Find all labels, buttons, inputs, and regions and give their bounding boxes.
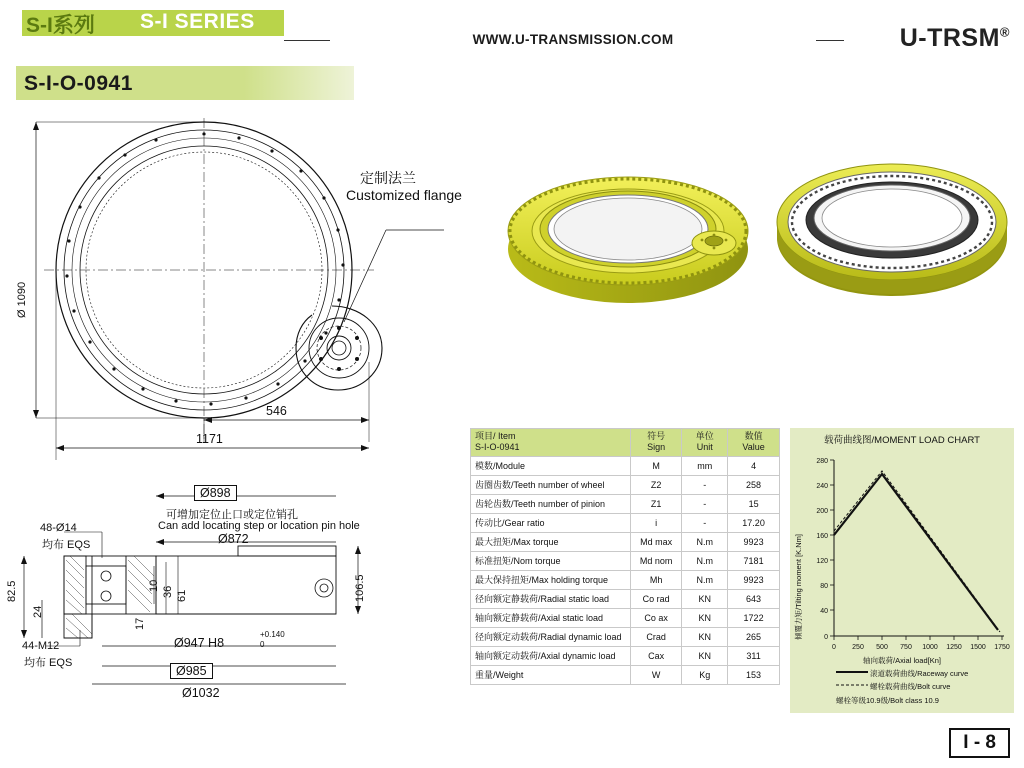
cell-item: 轴向额定动载荷/Axial dynamic load [471, 646, 631, 665]
dim-d1032: Ø1032 [182, 686, 220, 700]
dim-d985: Ø985 [170, 663, 213, 679]
bolt-bottom-count: 44-M12 [22, 640, 60, 652]
brand-logo-text: U-TRSM [899, 24, 1000, 52]
chart-y-axis-label: 倾覆力矩/Tilting moment [K.Nm] [794, 534, 803, 640]
cell-unit: N.m [682, 551, 728, 570]
th-sign [630, 429, 681, 457]
page-title: S-I-O-0941 [24, 72, 133, 95]
brand-logo [900, 24, 1010, 53]
dim-61: 61 [176, 589, 188, 602]
cell-item: 轴向额定静载荷/Axial static load [471, 608, 631, 627]
svg-text:500: 500 [876, 644, 888, 651]
svg-text:1500: 1500 [970, 644, 986, 651]
locating-note-en: Can add locating step or location pin hole [158, 520, 360, 532]
svg-text:0: 0 [824, 634, 828, 641]
dim-24: 24 [32, 605, 44, 618]
bolt-top-eqs: 均布 EQS [42, 539, 91, 551]
cell-value: 1722 [728, 608, 780, 627]
cell-sign: Co rad [630, 589, 681, 608]
th-sign-en: Sign [647, 442, 666, 453]
cell-unit: - [682, 475, 728, 494]
cell-sign: Z1 [630, 494, 681, 513]
series-label-en: S-I SERIES [140, 10, 255, 33]
flange-note-cn: 定制法兰 [360, 170, 416, 186]
dim-546: 546 [266, 404, 287, 418]
svg-text:40: 40 [820, 608, 828, 615]
cell-value: 15 [728, 494, 780, 513]
table-row [471, 475, 780, 494]
dim-d947: Ø947 H8 [174, 636, 225, 650]
cell-value: 265 [728, 627, 780, 646]
cell-item: 齿圈齿数/Teeth number of wheel [471, 475, 631, 494]
dim-17: 17 [134, 617, 146, 630]
cell-value: 17.20 [728, 513, 780, 532]
cell-sign: W [630, 665, 681, 684]
table-row [471, 570, 780, 589]
cell-value: 311 [728, 646, 780, 665]
dim-outer-diameter: Ø 1090 [16, 281, 28, 318]
cell-sign: Md max [630, 532, 681, 551]
svg-text:280: 280 [816, 458, 828, 465]
dim-10: 10 [148, 579, 160, 592]
table-row [471, 646, 780, 665]
tolerance-lower: 0 [260, 640, 265, 649]
table-row [471, 608, 780, 627]
dim-1171: 1171 [196, 432, 223, 446]
chart-x-axis-label: 轴向载荷/Axial load[Kn] [863, 656, 941, 665]
cell-value: 4 [728, 456, 780, 475]
chart-title: 载荷曲线图/MOMENT LOAD CHART [824, 435, 980, 446]
table-header-row [471, 429, 780, 457]
dim-36: 36 [162, 585, 174, 598]
cell-item: 最大扭矩/Max torque [471, 532, 631, 551]
cell-item: 标准扭矩/Nom torque [471, 551, 631, 570]
cell-item: 传动比/Gear ratio [471, 513, 631, 532]
svg-text:80: 80 [820, 583, 828, 590]
dim-106-5: 106.5 [354, 574, 366, 602]
cell-unit: KN [682, 608, 728, 627]
cell-unit: mm [682, 456, 728, 475]
th-sign-cn: 符号 [647, 431, 666, 441]
cell-item: 最大保持扭矩/Max holding torque [471, 570, 631, 589]
cell-sign: Z2 [630, 475, 681, 494]
chart-legend-boltclass: 螺栓等级10.9级/Bolt class 10.9 [836, 696, 939, 705]
cell-sign: Crad [630, 627, 681, 646]
dim-d872: Ø872 [218, 532, 249, 546]
th-item-line2: S-I-O-0941 [475, 442, 520, 453]
th-value [728, 429, 780, 457]
cell-unit: KN [682, 646, 728, 665]
table-row [471, 665, 780, 684]
spec-table [470, 428, 780, 685]
cell-value: 258 [728, 475, 780, 494]
th-unit-cn: 单位 [695, 431, 714, 441]
svg-text:120: 120 [816, 558, 828, 565]
th-item-line1: 项目/ Item [475, 431, 516, 441]
table-row [471, 589, 780, 608]
cell-unit: N.m [682, 570, 728, 589]
svg-text:1250: 1250 [946, 644, 962, 651]
cell-value: 9923 [728, 570, 780, 589]
cell-item: 重量/Weight [471, 665, 631, 684]
th-item [471, 429, 631, 457]
series-label-cn: S-I系列 [26, 14, 95, 37]
flange-note-en: Customized flange [346, 187, 462, 203]
cell-value: 153 [728, 665, 780, 684]
svg-text:0: 0 [832, 644, 836, 651]
table-row [471, 532, 780, 551]
cell-sign: Cax [630, 646, 681, 665]
cell-sign: Mh [630, 570, 681, 589]
plan-view-drawing [14, 110, 464, 460]
table-row [471, 627, 780, 646]
cell-item: 齿轮齿数/Teeth number of pinion [471, 494, 631, 513]
th-value-en: Value [742, 442, 765, 453]
table-row [471, 513, 780, 532]
cell-unit: Kg [682, 665, 728, 684]
svg-text:750: 750 [900, 644, 912, 651]
page-number: I - 8 [949, 728, 1010, 758]
cell-sign: i [630, 513, 681, 532]
cell-item: 模数/Module [471, 456, 631, 475]
svg-text:200: 200 [816, 508, 828, 515]
cell-sign: Co ax [630, 608, 681, 627]
cell-unit: N.m [682, 532, 728, 551]
th-unit [682, 429, 728, 457]
cell-unit: - [682, 494, 728, 513]
dim-d898: Ø898 [194, 485, 237, 501]
specification-table [470, 428, 780, 685]
page-header [0, 0, 1024, 60]
product-render-right [770, 140, 1020, 315]
registered-mark-icon: ® [999, 24, 1010, 40]
table-row [471, 456, 780, 475]
th-value-cn: 数值 [744, 431, 763, 441]
table-body [471, 456, 780, 684]
table-row [471, 551, 780, 570]
cell-item: 径向额定静载荷/Radial static load [471, 589, 631, 608]
cell-value: 7181 [728, 551, 780, 570]
svg-text:250: 250 [852, 644, 864, 651]
cell-unit: KN [682, 589, 728, 608]
locating-note-cn: 可增加定位止口或定位销孔 [166, 509, 298, 521]
chart-legend-raceway: 滚道载荷曲线/Raceway curve [870, 669, 969, 678]
tolerance-upper: +0.140 [260, 630, 285, 639]
chart-legend-bolt: 螺栓载荷曲线/Bolt curve [870, 682, 951, 691]
cell-value: 9923 [728, 532, 780, 551]
svg-text:1750: 1750 [994, 644, 1010, 651]
svg-text:240: 240 [816, 483, 828, 490]
cell-value: 643 [728, 589, 780, 608]
cell-unit: - [682, 513, 728, 532]
svg-text:1000: 1000 [922, 644, 938, 651]
svg-text:160: 160 [816, 533, 828, 540]
dim-82-5: 82.5 [6, 580, 18, 602]
th-unit-en: Unit [696, 442, 713, 453]
bolt-bottom-eqs: 均布 EQS [24, 657, 73, 669]
cell-sign: M [630, 456, 681, 475]
section-view-drawing [6, 470, 466, 720]
cell-unit: KN [682, 627, 728, 646]
product-render-left [500, 145, 760, 315]
cell-sign: Md nom [630, 551, 681, 570]
website-url: WWW.U-TRANSMISSION.COM [330, 32, 816, 47]
cell-item: 径向额定动载荷/Radial dynamic load [471, 627, 631, 646]
table-row [471, 494, 780, 513]
bolt-top-count: 48-Ø14 [40, 522, 77, 534]
